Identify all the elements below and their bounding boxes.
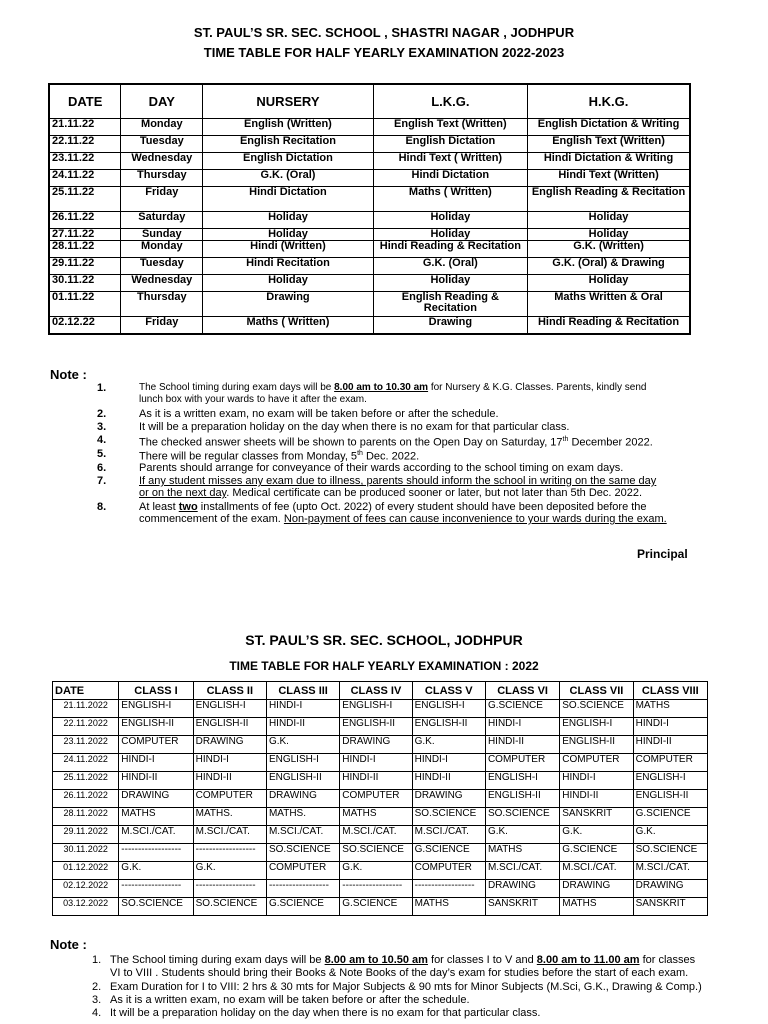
- table-cell: HINDI-I: [266, 700, 339, 718]
- table-cell: ------------------: [119, 844, 193, 862]
- table-cell: Wednesday: [121, 275, 203, 292]
- table-cell: COMPUTER: [412, 862, 485, 880]
- table-cell: COMPUTER: [193, 790, 266, 808]
- table-cell: COMPUTER: [266, 862, 339, 880]
- note-2-4: It will be a preparation holiday on the day when there is no exam for that particular class.: [110, 1007, 541, 1019]
- table-cell: ENGLISH-I: [340, 700, 412, 718]
- table-cell: ENGLISH-II: [193, 718, 266, 736]
- table-cell: MATHS: [560, 898, 633, 916]
- exam-time: 8.00 am to 10.50 am: [324, 954, 428, 966]
- table-cell: ENGLISH-I: [633, 772, 707, 790]
- column-header: CLASS VII: [560, 682, 633, 700]
- note-number: 2.: [92, 981, 102, 993]
- note-text: The School timing during exam days will be: [139, 382, 332, 393]
- table-cell: G.SCIENCE: [412, 844, 485, 862]
- table-cell: COMPUTER: [119, 736, 193, 754]
- table-cell: G.SCIENCE: [266, 898, 339, 916]
- table-cell: DRAWING: [633, 880, 707, 898]
- table-cell: ENGLISH-II: [340, 718, 412, 736]
- table-cell: English Dictation & Writing: [528, 119, 690, 136]
- column-header: H.K.G.: [528, 84, 690, 119]
- note-number: 4.: [97, 434, 107, 446]
- note-text: At least: [139, 501, 179, 513]
- table-cell: HINDI-I: [560, 772, 633, 790]
- table-cell: SO.SCIENCE: [412, 808, 485, 826]
- table-row: [49, 119, 690, 136]
- table-cell: 25.11.22: [49, 187, 121, 212]
- table-cell: ------------------: [340, 880, 412, 898]
- table-row: [53, 772, 708, 790]
- table-row: [53, 754, 708, 772]
- table-row: [49, 212, 690, 229]
- table-cell: Hindi Reading & Recitation: [528, 317, 690, 334]
- table-cell: Hindi Text (Written): [528, 170, 690, 187]
- note-number: 4.: [92, 1007, 102, 1019]
- table-row: [49, 229, 690, 241]
- principal-signature: Principal: [637, 547, 688, 561]
- table-cell: DRAWING: [485, 880, 559, 898]
- table-cell: Holiday: [528, 275, 690, 292]
- column-header: CLASS II: [193, 682, 266, 700]
- table-cell: 02.12.22: [49, 317, 121, 334]
- note-text: . Medical certificate can be produced sooner or later, but not later than 5th Dec. 2022.: [226, 487, 643, 499]
- table-cell: G.K.: [412, 736, 485, 754]
- table-cell: Hindi Dictation & Writing: [528, 153, 690, 170]
- note-label-2: Note :: [50, 937, 87, 952]
- table-cell: MATHS: [119, 808, 193, 826]
- note-text: Dec. 2022.: [362, 450, 420, 463]
- table-cell: Holiday: [528, 229, 690, 241]
- table-cell: SO.SCIENCE: [560, 700, 633, 718]
- timetable-title-2: TIME TABLE FOR HALF YEARLY EXAMINATION : 2022: [229, 659, 539, 673]
- table-cell: 28.11.22: [49, 241, 121, 258]
- table-row: [49, 136, 690, 153]
- table-header-row: [53, 682, 708, 700]
- table-cell: ------------------: [119, 880, 193, 898]
- table-row: [49, 187, 690, 212]
- table-cell: ENGLISH-I: [485, 772, 559, 790]
- table-cell: Hindi Recitation: [203, 258, 373, 275]
- table-cell: 28.11.2022: [53, 808, 119, 826]
- table-cell: MATHS: [340, 808, 412, 826]
- note-text: There will be regular classes from Monday, 5: [139, 450, 358, 463]
- table-cell: SO.SCIENCE: [119, 898, 193, 916]
- column-header: NURSERY: [203, 84, 373, 119]
- table-cell: DRAWING: [266, 790, 339, 808]
- table-row: [49, 292, 690, 317]
- table-cell: HINDI-I: [633, 718, 707, 736]
- table-cell: SO.SCIENCE: [193, 898, 266, 916]
- table-cell: G.K.: [560, 826, 633, 844]
- table-cell: M.SCI./CAT.: [266, 826, 339, 844]
- note-label: Note :: [50, 367, 87, 382]
- table-cell: ------------------: [193, 844, 266, 862]
- table-row: [53, 790, 708, 808]
- table-row: [53, 718, 708, 736]
- table-cell: English Reading & Recitation: [373, 292, 527, 317]
- table-cell: HINDI-II: [119, 772, 193, 790]
- table-cell: HINDI-I: [485, 718, 559, 736]
- table-cell: G.K. (Oral) & Drawing: [528, 258, 690, 275]
- note-text: VI to VIII . Students should bring their Books & Note Books of the day’s exam for studies before the start of each exam.: [110, 967, 689, 979]
- table-cell: 22.11.22: [49, 136, 121, 153]
- table-cell: HINDI-I: [193, 754, 266, 772]
- school-title: ST. PAUL’S SR. SEC. SCHOOL , SHASTRI NAGAR , JODHPUR: [193, 25, 575, 40]
- table-cell: G.K. (Oral): [203, 170, 373, 187]
- table-cell: 22.11.2022: [53, 718, 119, 736]
- table-cell: Holiday: [203, 229, 373, 241]
- table-cell: Tuesday: [121, 136, 203, 153]
- column-header: CLASS I: [119, 682, 193, 700]
- table-cell: Holiday: [373, 275, 527, 292]
- note-text: commencement of the exam.: [139, 513, 284, 525]
- table-cell: MATHS.: [266, 808, 339, 826]
- table-cell: Friday: [121, 187, 203, 212]
- table-row: [49, 153, 690, 170]
- note-5: [139, 448, 419, 463]
- table-cell: ENGLISH-II: [633, 790, 707, 808]
- table-cell: Thursday: [121, 170, 203, 187]
- table-cell: DRAWING: [560, 880, 633, 898]
- note-text: Non-payment of fees can cause inconvenience to your wards during the exam.: [283, 513, 667, 525]
- table-cell: HINDI-II: [560, 790, 633, 808]
- table-cell: G.K. (Oral): [373, 258, 527, 275]
- note-text: or on the next day: [139, 487, 227, 499]
- table-row: [53, 898, 708, 916]
- table-cell: COMPUTER: [633, 754, 707, 772]
- table-cell: SO.SCIENCE: [266, 844, 339, 862]
- column-header: DATE: [49, 84, 121, 119]
- table-cell: ENGLISH-I: [412, 700, 485, 718]
- note-emphasis: two: [178, 501, 198, 513]
- note-text: The checked answer sheets will be shown to parents on the Open Day on Saturday, 17: [139, 436, 563, 449]
- note-1: [139, 382, 646, 406]
- table-cell: English Text (Written): [373, 119, 527, 136]
- note-2: As it is a written exam, no exam will be taken before or after the schedule.: [139, 408, 499, 420]
- note-2-3: As it is a written exam, no exam will be taken before or after the schedule.: [110, 994, 470, 1006]
- table-cell: 23.11.22: [49, 153, 121, 170]
- table-cell: 01.11.22: [49, 292, 121, 317]
- note-number: 5.: [97, 448, 107, 460]
- table-cell: English (Written): [203, 119, 373, 136]
- table-cell: G.K.: [485, 826, 559, 844]
- table-cell: HINDI-II: [340, 772, 412, 790]
- table-cell: MATHS: [485, 844, 559, 862]
- note-7: [139, 475, 699, 499]
- table-cell: ENGLISH-I: [560, 718, 633, 736]
- table-cell: SANSKRIT: [485, 898, 559, 916]
- table-cell: DRAWING: [340, 736, 412, 754]
- table-cell: Maths ( Written): [373, 187, 527, 212]
- table-cell: 21.11.2022: [53, 700, 119, 718]
- table-cell: M.SCI./CAT.: [193, 826, 266, 844]
- timetable-title: TIME TABLE FOR HALF YEARLY EXAMINATION 2022-2023: [203, 45, 565, 60]
- table-cell: 21.11.22: [49, 119, 121, 136]
- table-cell: Tuesday: [121, 258, 203, 275]
- table-cell: M.SCI./CAT.: [485, 862, 559, 880]
- table-cell: G.K.: [266, 736, 339, 754]
- exam-time: 8.00 am to 11.00 am: [536, 954, 640, 966]
- table-cell: 26.11.2022: [53, 790, 119, 808]
- note-text: installments of fee (upto Oct. 2022) of every student should have been deposited before the: [197, 501, 647, 513]
- table-cell: Hindi Dictation: [203, 187, 373, 212]
- table-cell: Holiday: [373, 212, 527, 229]
- note-sup: th: [357, 450, 363, 457]
- table-cell: Sunday: [121, 229, 203, 241]
- table-cell: COMPUTER: [485, 754, 559, 772]
- table-cell: Drawing: [203, 292, 373, 317]
- table-cell: ENGLISH-I: [266, 754, 339, 772]
- table-cell: G.K.: [193, 862, 266, 880]
- table-cell: M.SCI./CAT.: [119, 826, 193, 844]
- column-header: DATE: [53, 682, 119, 700]
- table-cell: Holiday: [528, 212, 690, 229]
- table-cell: MATHS.: [193, 808, 266, 826]
- table-header-row: [49, 84, 690, 119]
- table-row: [49, 241, 690, 258]
- table-cell: 03.12.2022: [53, 898, 119, 916]
- school-title-2: ST. PAUL’S SR. SEC. SCHOOL, JODHPUR: [245, 632, 523, 648]
- note-text: December 2022.: [568, 436, 653, 449]
- table-cell: Hindi (Written): [203, 241, 373, 258]
- table-cell: G.K. (Written): [528, 241, 690, 258]
- table-cell: ENGLISH-II: [119, 718, 193, 736]
- note-6: Parents should arrange for conveyance of their wards according to the school timing on exam days.: [139, 462, 624, 474]
- table-cell: G.SCIENCE: [340, 898, 412, 916]
- table-cell: English Dictation: [203, 153, 373, 170]
- table-cell: 30.11.2022: [53, 844, 119, 862]
- table-cell: ------------------: [412, 880, 485, 898]
- table-cell: G.K.: [340, 862, 412, 880]
- column-header: CLASS IV: [340, 682, 412, 700]
- table-cell: Hindi Text ( Written): [373, 153, 527, 170]
- table-cell: Holiday: [203, 275, 373, 292]
- table-cell: HINDI-II: [193, 772, 266, 790]
- note-text: lunch box with your wards to have it after the exam.: [139, 394, 367, 405]
- table-cell: HINDI-II: [485, 736, 559, 754]
- table-cell: Holiday: [203, 212, 373, 229]
- table-cell: 26.11.22: [49, 212, 121, 229]
- table-cell: M.SCI./CAT.: [412, 826, 485, 844]
- table-cell: Monday: [121, 241, 203, 258]
- table-cell: SO.SCIENCE: [633, 844, 707, 862]
- note-text: for classes I to V and: [427, 954, 537, 966]
- table-row: [49, 258, 690, 275]
- class-timetable: [52, 681, 708, 916]
- table-cell: HINDI-II: [633, 736, 707, 754]
- note-number: 1.: [97, 382, 107, 394]
- table-cell: DRAWING: [119, 790, 193, 808]
- table-cell: Monday: [121, 119, 203, 136]
- table-row: [53, 736, 708, 754]
- table-cell: ------------------: [193, 880, 266, 898]
- table-cell: HINDI-I: [340, 754, 412, 772]
- note-number: 6.: [97, 462, 107, 474]
- table-row: [53, 880, 708, 898]
- table-cell: English Dictation: [373, 136, 527, 153]
- note-text: If any student misses any exam due to illness, parents should inform the school in writing on the same day: [139, 475, 657, 487]
- note-text: for Nursery & K.G. Classes. Parents, kindly send: [430, 382, 647, 393]
- table-cell: ENGLISH-II: [412, 718, 485, 736]
- table-cell: 27.11.22: [49, 229, 121, 241]
- table-row: [53, 844, 708, 862]
- table-cell: ENGLISH-II: [485, 790, 559, 808]
- table-cell: SO.SCIENCE: [340, 844, 412, 862]
- note-number: 3.: [97, 421, 107, 433]
- table-cell: 01.12.2022: [53, 862, 119, 880]
- table-cell: 24.11.2022: [53, 754, 119, 772]
- table-row: [49, 317, 690, 334]
- column-header: L.K.G.: [373, 84, 527, 119]
- table-cell: DRAWING: [412, 790, 485, 808]
- table-cell: HINDI-I: [412, 754, 485, 772]
- note-text: The School timing during exam days will be: [110, 954, 325, 966]
- table-cell: Friday: [121, 317, 203, 334]
- exam-time: 8.00 am to 10.30 am: [334, 382, 429, 393]
- table-row: [49, 275, 690, 292]
- table-cell: DRAWING: [193, 736, 266, 754]
- table-cell: Maths Written & Oral: [528, 292, 690, 317]
- table-cell: ------------------: [266, 880, 339, 898]
- note-2-1: [110, 954, 720, 980]
- table-cell: MATHS: [412, 898, 485, 916]
- table-cell: COMPUTER: [340, 790, 412, 808]
- note-number: 1.: [92, 954, 102, 966]
- table-cell: 30.11.22: [49, 275, 121, 292]
- table-cell: MATHS: [633, 700, 707, 718]
- table-cell: M.SCI./CAT.: [560, 862, 633, 880]
- note-number: 7.: [97, 475, 107, 487]
- table-cell: 25.11.2022: [53, 772, 119, 790]
- table-row: [53, 700, 708, 718]
- table-cell: Thursday: [121, 292, 203, 317]
- table-cell: ENGLISH-I: [119, 700, 193, 718]
- table-cell: ENGLISH-I: [193, 700, 266, 718]
- table-cell: 23.11.2022: [53, 736, 119, 754]
- table-cell: English Text (Written): [528, 136, 690, 153]
- table-cell: Holiday: [373, 229, 527, 241]
- table-row: [49, 170, 690, 187]
- note-2-2: Exam Duration for I to VIII: 2 hrs & 30 mts for Major Subjects & 90 mts for Minor Subjects (M.Sci, G.K., Drawing & Comp.): [110, 981, 702, 993]
- table-cell: HINDI-I: [119, 754, 193, 772]
- table-cell: Drawing: [373, 317, 527, 334]
- note-sup: th: [562, 436, 569, 443]
- table-cell: SANSKRIT: [560, 808, 633, 826]
- table-cell: ENGLISH-II: [266, 772, 339, 790]
- table-cell: Saturday: [121, 212, 203, 229]
- note-number: 3.: [92, 994, 102, 1006]
- column-header: DAY: [121, 84, 203, 119]
- note-3: It will be a preparation holiday on the day when there is no exam for that particular class.: [139, 421, 570, 433]
- column-header: CLASS VIII: [633, 682, 707, 700]
- column-header: CLASS III: [266, 682, 339, 700]
- table-cell: COMPUTER: [560, 754, 633, 772]
- table-row: [53, 862, 708, 880]
- table-row: [53, 826, 708, 844]
- table-cell: SANSKRIT: [633, 898, 707, 916]
- table-cell: English Recitation: [203, 136, 373, 153]
- table-cell: English Reading & Recitation: [528, 187, 690, 212]
- table-cell: M.SCI./CAT.: [340, 826, 412, 844]
- note-text: for classes: [639, 954, 696, 966]
- table-cell: G.SCIENCE: [560, 844, 633, 862]
- note-number: 2.: [97, 408, 107, 420]
- column-header: CLASS VI: [485, 682, 559, 700]
- table-cell: Hindi Dictation: [373, 170, 527, 187]
- table-cell: 29.11.22: [49, 258, 121, 275]
- note-number: 8.: [97, 501, 107, 513]
- table-cell: HINDI-II: [412, 772, 485, 790]
- table-cell: G.K.: [633, 826, 707, 844]
- table-cell: G.K.: [119, 862, 193, 880]
- note-8: [139, 501, 709, 525]
- table-cell: 29.11.2022: [53, 826, 119, 844]
- table-cell: M.SCI./CAT.: [633, 862, 707, 880]
- table-cell: G.SCIENCE: [485, 700, 559, 718]
- table-cell: SO.SCIENCE: [485, 808, 559, 826]
- table-cell: Maths ( Written): [203, 317, 373, 334]
- column-header: CLASS V: [412, 682, 485, 700]
- kg-timetable: [48, 83, 691, 335]
- table-cell: Wednesday: [121, 153, 203, 170]
- table-cell: G.SCIENCE: [633, 808, 707, 826]
- table-row: [53, 808, 708, 826]
- table-cell: Hindi Reading & Recitation: [373, 241, 527, 258]
- note-4: [139, 434, 653, 449]
- table-cell: 02.12.2022: [53, 880, 119, 898]
- table-cell: 24.11.22: [49, 170, 121, 187]
- table-cell: HINDI-II: [266, 718, 339, 736]
- table-cell: ENGLISH-II: [560, 736, 633, 754]
